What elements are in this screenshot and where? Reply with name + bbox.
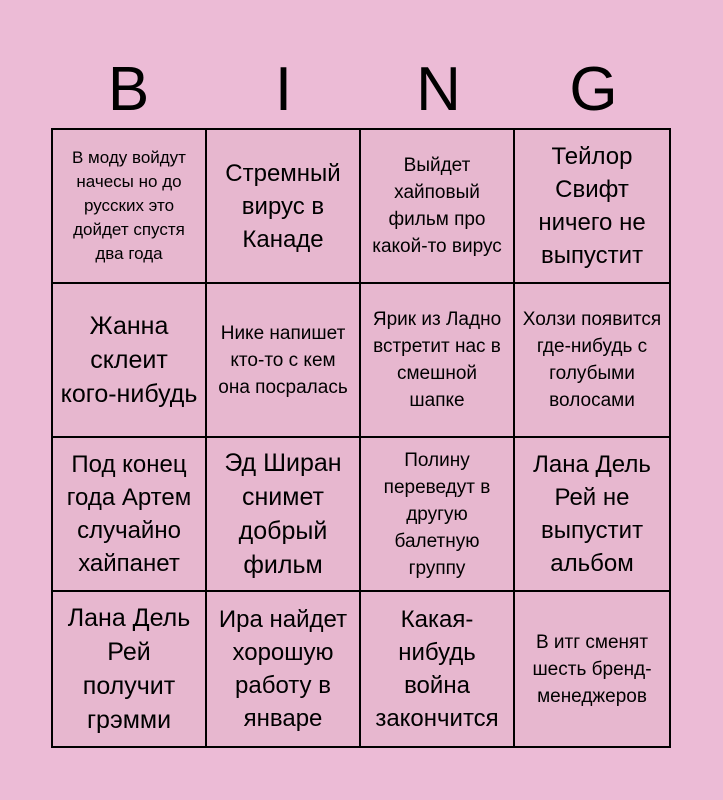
bingo-cell[interactable]: Какая-нибудь война закончится: [361, 592, 515, 746]
bingo-row: [53, 130, 669, 284]
bingo-cell[interactable]: Стремный вирус в Канаде: [207, 130, 361, 284]
bingo-cell[interactable]: Тейлор Свифт ничего не выпустит: [515, 130, 669, 284]
header-letter-g: G: [569, 55, 618, 124]
bingo-cell[interactable]: Эд Ширан снимет добрый фильм: [207, 438, 361, 592]
header-letter-n: N: [416, 55, 461, 124]
bingo-cell[interactable]: Жанна склеит кого-нибудь: [53, 284, 207, 438]
header-letter-b: B: [107, 55, 150, 124]
bingo-header: [51, 52, 671, 128]
bingo-cell[interactable]: Нике напишет кто-то с кем она посралась: [207, 284, 361, 438]
bingo-row: [53, 438, 669, 592]
bingo-board: [51, 128, 671, 748]
bingo-cell[interactable]: Холзи появится где-нибудь с голубыми волосами: [515, 284, 669, 438]
bingo-cell[interactable]: Лана Дель Рей получит грэмми: [53, 592, 207, 746]
bingo-cell[interactable]: Выйдет хайповый фильм про какой-то вирус: [361, 130, 515, 284]
bingo-cell[interactable]: Полину переведут в другую балетную группу: [361, 438, 515, 592]
bingo-cell[interactable]: В итг сменят шесть бренд-менеджеров: [532, 631, 652, 707]
bingo-cell[interactable]: Лана Дель Рей не выпустит альбом: [515, 438, 669, 592]
bingo-cell[interactable]: Ира найдет хорошую работу в январе: [207, 592, 361, 746]
bingo-row: [53, 592, 669, 746]
bingo-cell[interactable]: Ярик из Ладно встретит нас в смешной шапке: [361, 284, 515, 438]
header-letter-i: I: [274, 55, 293, 124]
bingo-cell[interactable]: Под конец года Артем случайно хайпанет: [53, 438, 207, 592]
bingo-row: [53, 284, 669, 438]
bingo-cell[interactable]: В моду войдут начесы но до русских это дойдет спустя два года: [53, 130, 207, 284]
